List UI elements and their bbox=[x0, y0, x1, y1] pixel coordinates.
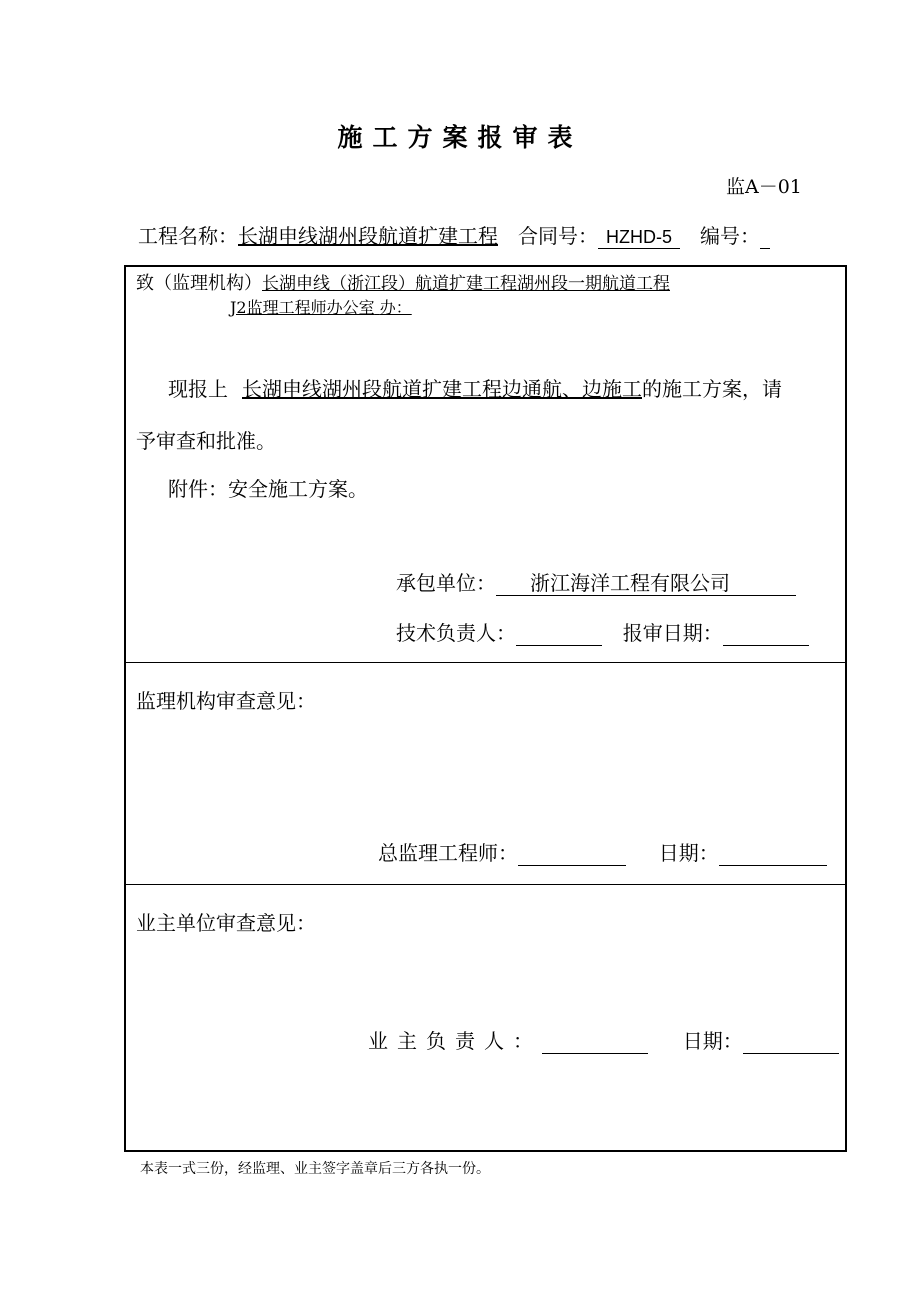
recipient-suffix: 办： bbox=[379, 298, 412, 317]
owner-date-line[interactable] bbox=[743, 1031, 839, 1054]
attachment-text: 附件：安全施工方案。 bbox=[168, 477, 368, 501]
supervision-opinion-label: 监理机构审查意见： bbox=[136, 689, 316, 713]
owner-rep-label: 业主负责人： bbox=[368, 1029, 542, 1053]
owner-sign-row bbox=[368, 1025, 839, 1054]
serial-number-blank bbox=[760, 228, 770, 249]
project-name-value: 长湖申线湖州段航道扩建工程 bbox=[238, 224, 498, 248]
owner-opinion-label: 业主单位审查意见： bbox=[136, 911, 316, 935]
owner-section bbox=[126, 885, 845, 1152]
contractor-unit-label: 承包单位： bbox=[396, 571, 496, 595]
submit-date-label: 报审日期： bbox=[622, 621, 723, 645]
recipient-line-2 bbox=[230, 295, 412, 318]
submission-text bbox=[168, 373, 782, 402]
submission-middle: 的施工方案，请 bbox=[642, 377, 782, 401]
recipient-org-line2: J2监理工程师办公室 bbox=[230, 298, 375, 317]
chief-engineer-signature-line[interactable] bbox=[518, 843, 626, 866]
submission-subject: 长湖申线湖州段航道扩建工程边通航、边施工 bbox=[242, 377, 642, 401]
contractor-sign-row bbox=[396, 617, 809, 646]
contract-label: 合同号： bbox=[518, 224, 598, 248]
project-info-line bbox=[138, 220, 770, 249]
chief-engineer-label: 总监理工程师： bbox=[378, 841, 518, 865]
contract-number-value: HZHD-5 bbox=[598, 226, 680, 249]
form-table bbox=[124, 265, 847, 1152]
submission-text-2: 予审查和批准。 bbox=[136, 429, 276, 453]
tech-lead-signature-line[interactable] bbox=[516, 623, 602, 646]
supervision-section bbox=[126, 663, 845, 885]
footnote: 本表一式三份，经监理、业主签字盖章后三方各执一份。 bbox=[140, 1161, 490, 1177]
supervision-date-line[interactable] bbox=[719, 843, 827, 866]
recipient-label: 致（监理机构） bbox=[136, 273, 262, 294]
recipient-org-line1: 长湖申线（浙江段）航道扩建工程湖州段一期航道工程 bbox=[262, 274, 670, 294]
submission-prefix: 现报上 bbox=[168, 377, 228, 401]
submit-date-line[interactable] bbox=[723, 623, 809, 646]
serial-number-label: 编号： bbox=[700, 224, 760, 248]
form-title: 施工方案报审表 bbox=[337, 123, 583, 152]
supervision-date-label: 日期： bbox=[658, 841, 719, 865]
project-name-label: 工程名称： bbox=[138, 224, 238, 248]
owner-date-label: 日期： bbox=[682, 1029, 743, 1053]
submission-section bbox=[126, 267, 845, 663]
tech-lead-label: 技术负责人： bbox=[396, 621, 516, 645]
form-code: 监A－01 bbox=[726, 176, 802, 198]
owner-rep-signature-line[interactable] bbox=[542, 1031, 648, 1054]
supervision-sign-row bbox=[378, 837, 827, 866]
contractor-unit-value: 浙江海洋工程有限公司 bbox=[496, 571, 796, 596]
contractor-unit-row bbox=[396, 567, 796, 596]
recipient-line bbox=[136, 269, 670, 295]
